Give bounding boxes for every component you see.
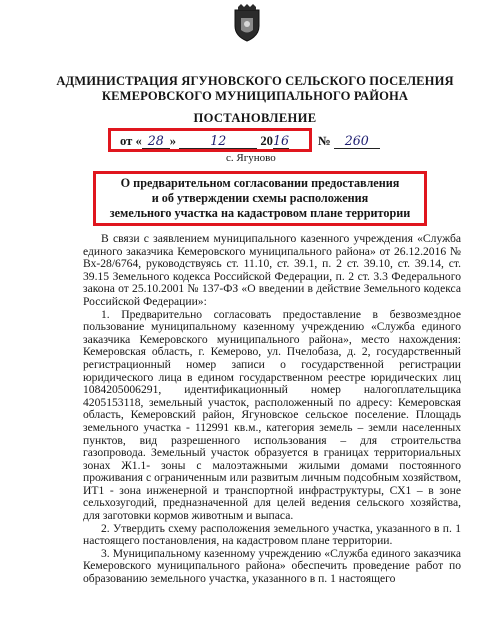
date-month: 12 (179, 133, 257, 149)
number-label: № (318, 134, 331, 148)
organization-name (40, 74, 470, 104)
date-day: 28 (142, 133, 170, 149)
item-1-paragraph: 1. Предварительно согласовать предоставление в безвозмездное пользование муниципальному казенному учреждению «Служба единого заказчика Кемеровского муниципального района», место нахождения: Кемеровская область, г. Кемерово, ул. Пчелобаза, д. 2, государственный регистрационный номер записи о государственной регистрации юридического лица в едином государственном реестре юридических лиц 1084205006291, идентификационный номер налогоплательщика 4205153118, земельный участок, расположенный по адресу: Кемеровская область, Кемеровский район, Ягуновское сельское поселение. Площадь земельного участка - 112991 кв.м., категория земель – земли населенных пунктов, вид разрешенного использования – для строительства газопровода. Земельный участок образуется в границах территориальных зонах Ж1.1- зоны с малоэтажными жилыми домами постоянного проживания с ограниченным или развитым личным подсобным хозяйством, ИТ1 - зона инженерной и транспортной инфраструктуры, СХ1 – в зоне сельхозугодий, предназначенной для целей ведения сельского хозяйства, для заготовки кормов животным и выпаса. (83, 307, 461, 523)
item-3-paragraph: 3. Муниципальному казенному учреждению «Служба единого заказчика Кемеровского муниципального района» обеспечить проведение работ по образованию земельного участка, указанного в п. 1 настоящего (83, 546, 461, 586)
item-2-paragraph: 2. Утвердить схему расположения земельного участка, указанного в п. 1 настоящего постановления, на кадастровом плане территории. (83, 521, 461, 548)
title-line-2: и об утверждении схемы расположения (151, 191, 369, 205)
decree-date (120, 133, 289, 149)
title-line-1: О предварительном согласовании предоставления (120, 176, 400, 190)
decree-number (318, 133, 380, 149)
document-body (83, 233, 461, 586)
preamble-paragraph: В связи с заявлением муниципального казенного учреждения «Служба единого заказчика Кемеровского муниципального района» от 26.12.2016 № Вх-28/6764, руководствуясь ст. 11.10, ст. 39.1, п. 2 ст. 39.10, ст. 39.14, ст. 39.15 Земельного кодекса Российской Федерации, п. 2 ст. 3.3 Федерального закона от 25.10.2001 № 137-ФЗ «О введении в действие Земельного кодекса Российской Федерации»: (83, 232, 461, 308)
number-value: 260 (334, 133, 380, 149)
document-title (96, 176, 424, 221)
document-type: ПОСТАНОВЛЕНИЕ (193, 111, 317, 125)
org-line-2: КЕМЕРОВСКОГО МУНИЦИПАЛЬНОГО РАЙОНА (101, 89, 409, 103)
date-prefix: от « (120, 134, 142, 148)
date-mid: » (169, 134, 177, 148)
title-line-3: земельного участка на кадастровом плане территории (109, 206, 411, 220)
coat-of-arms-icon (232, 4, 262, 42)
org-line-1: АДМИНИСТРАЦИЯ ЯГУНОВСКОГО СЕЛЬСКОГО ПОСЕЛЕНИЯ (56, 74, 454, 88)
date-year-prefix: 20 (260, 134, 273, 148)
village-name: с. Ягуново (226, 152, 276, 164)
date-year-suffix: 16 (272, 133, 289, 148)
